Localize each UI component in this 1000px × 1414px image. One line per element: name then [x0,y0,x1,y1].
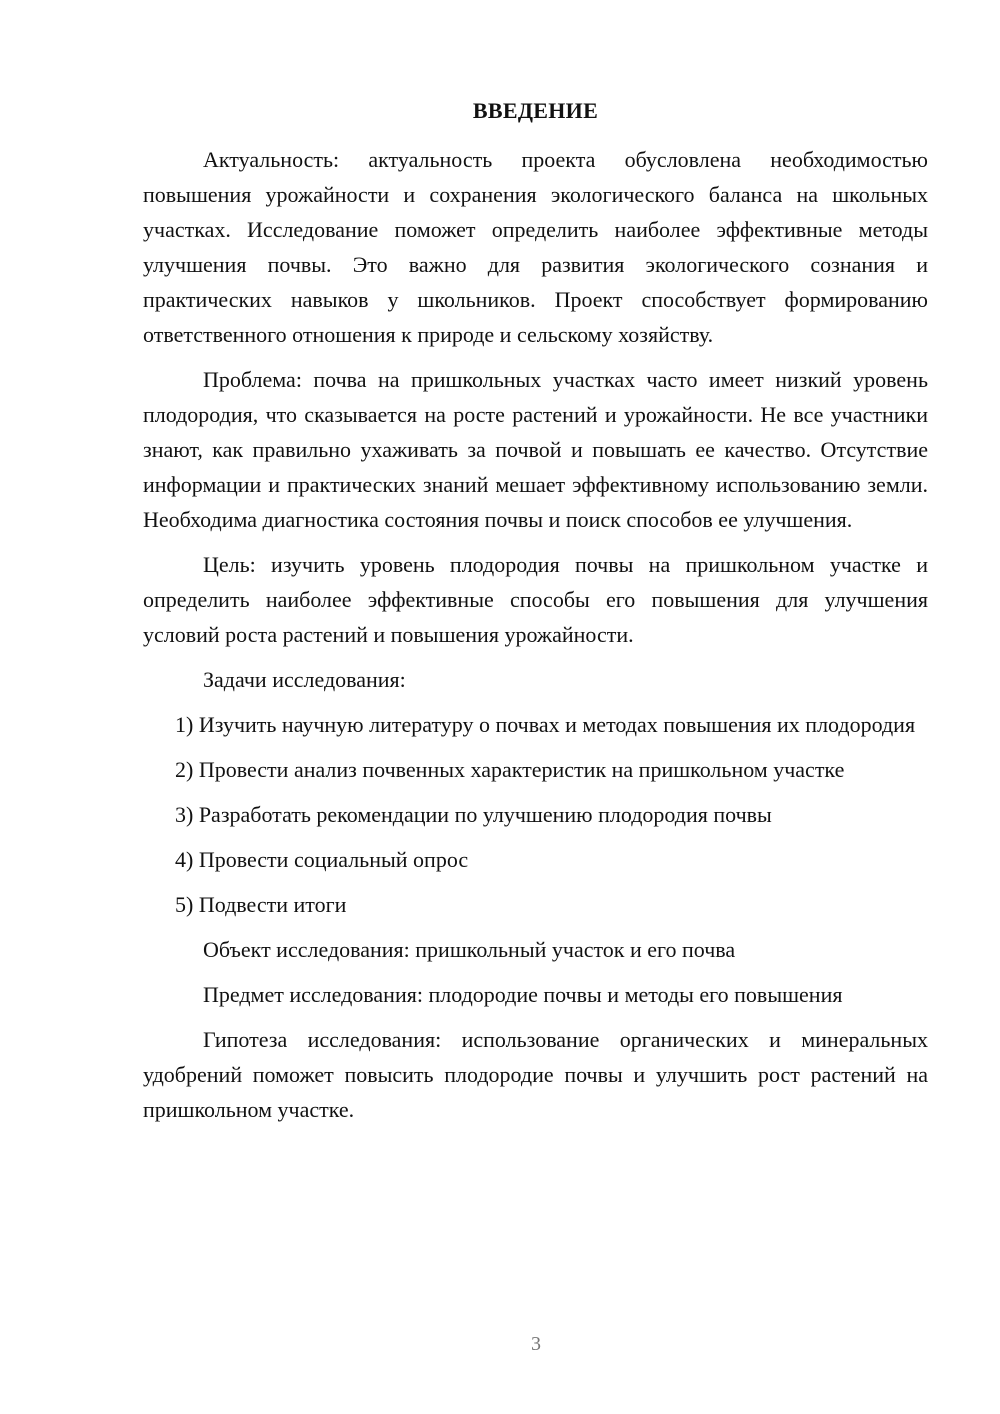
paragraph-subject: Предмет исследования: плодородие почвы и методы его повышения [203,982,843,1007]
paragraph-problem: Проблема: почва на пришкольных участках часто имеет низкий уровень плодородия, что сказывается на росте растений и урожайности. Не все участники знают, как правильно ухаживать за почвой и повышать ее качество. Отсутствие информации и практических знаний мешает эффективному использованию земли. Необходима диагностика состояния почвы и поиск способов ее улучшения. [143,367,928,532]
paragraph-hypothesis: Гипотеза исследования: использование органических и минеральных удобрений поможет повысить плодородие почвы и улучшить рост растений на пришкольном участке. [143,1027,928,1122]
paragraph-goal: Цель: изучить уровень плодородия почвы на пришкольном участке и определить наиболее эффективные способы его повышения для улучшения условий роста растений и повышения урожайности. [143,552,928,647]
paragraph-relevance: Актуальность: актуальность проекта обусловлена необходимостью повышения урожайности и сохранения экологического баланса на школьных участках. Исследование поможет определить наиболее эффективные методы улучшения почвы. Это важно для развития экологического сознания и практических навыков у школьников. Проект способствует формированию ответственного отношения к природе и сельскому хозяйству. [143,147,928,347]
list-item: 1) Изучить научную литературу о почвах и методах повышения их плодородия [175,712,916,737]
page-number: 3 [531,1333,541,1355]
list-item: 5) Подвести итоги [175,892,347,917]
list-item: 2) Провести анализ почвенных характеристик на пришкольном участке [175,757,845,782]
paragraph-tasks-heading: Задачи исследования: [203,667,406,692]
body-text [143,142,928,1127]
paragraph-object: Объект исследования: пришкольный участок и его почва [203,937,736,962]
list-item: 3) Разработать рекомендации по улучшению плодородия почвы [175,802,772,827]
tasks-list [143,707,928,922]
list-item: 4) Провести социальный опрос [175,847,469,872]
page-title: ВВЕДЕНИЕ [472,98,599,123]
